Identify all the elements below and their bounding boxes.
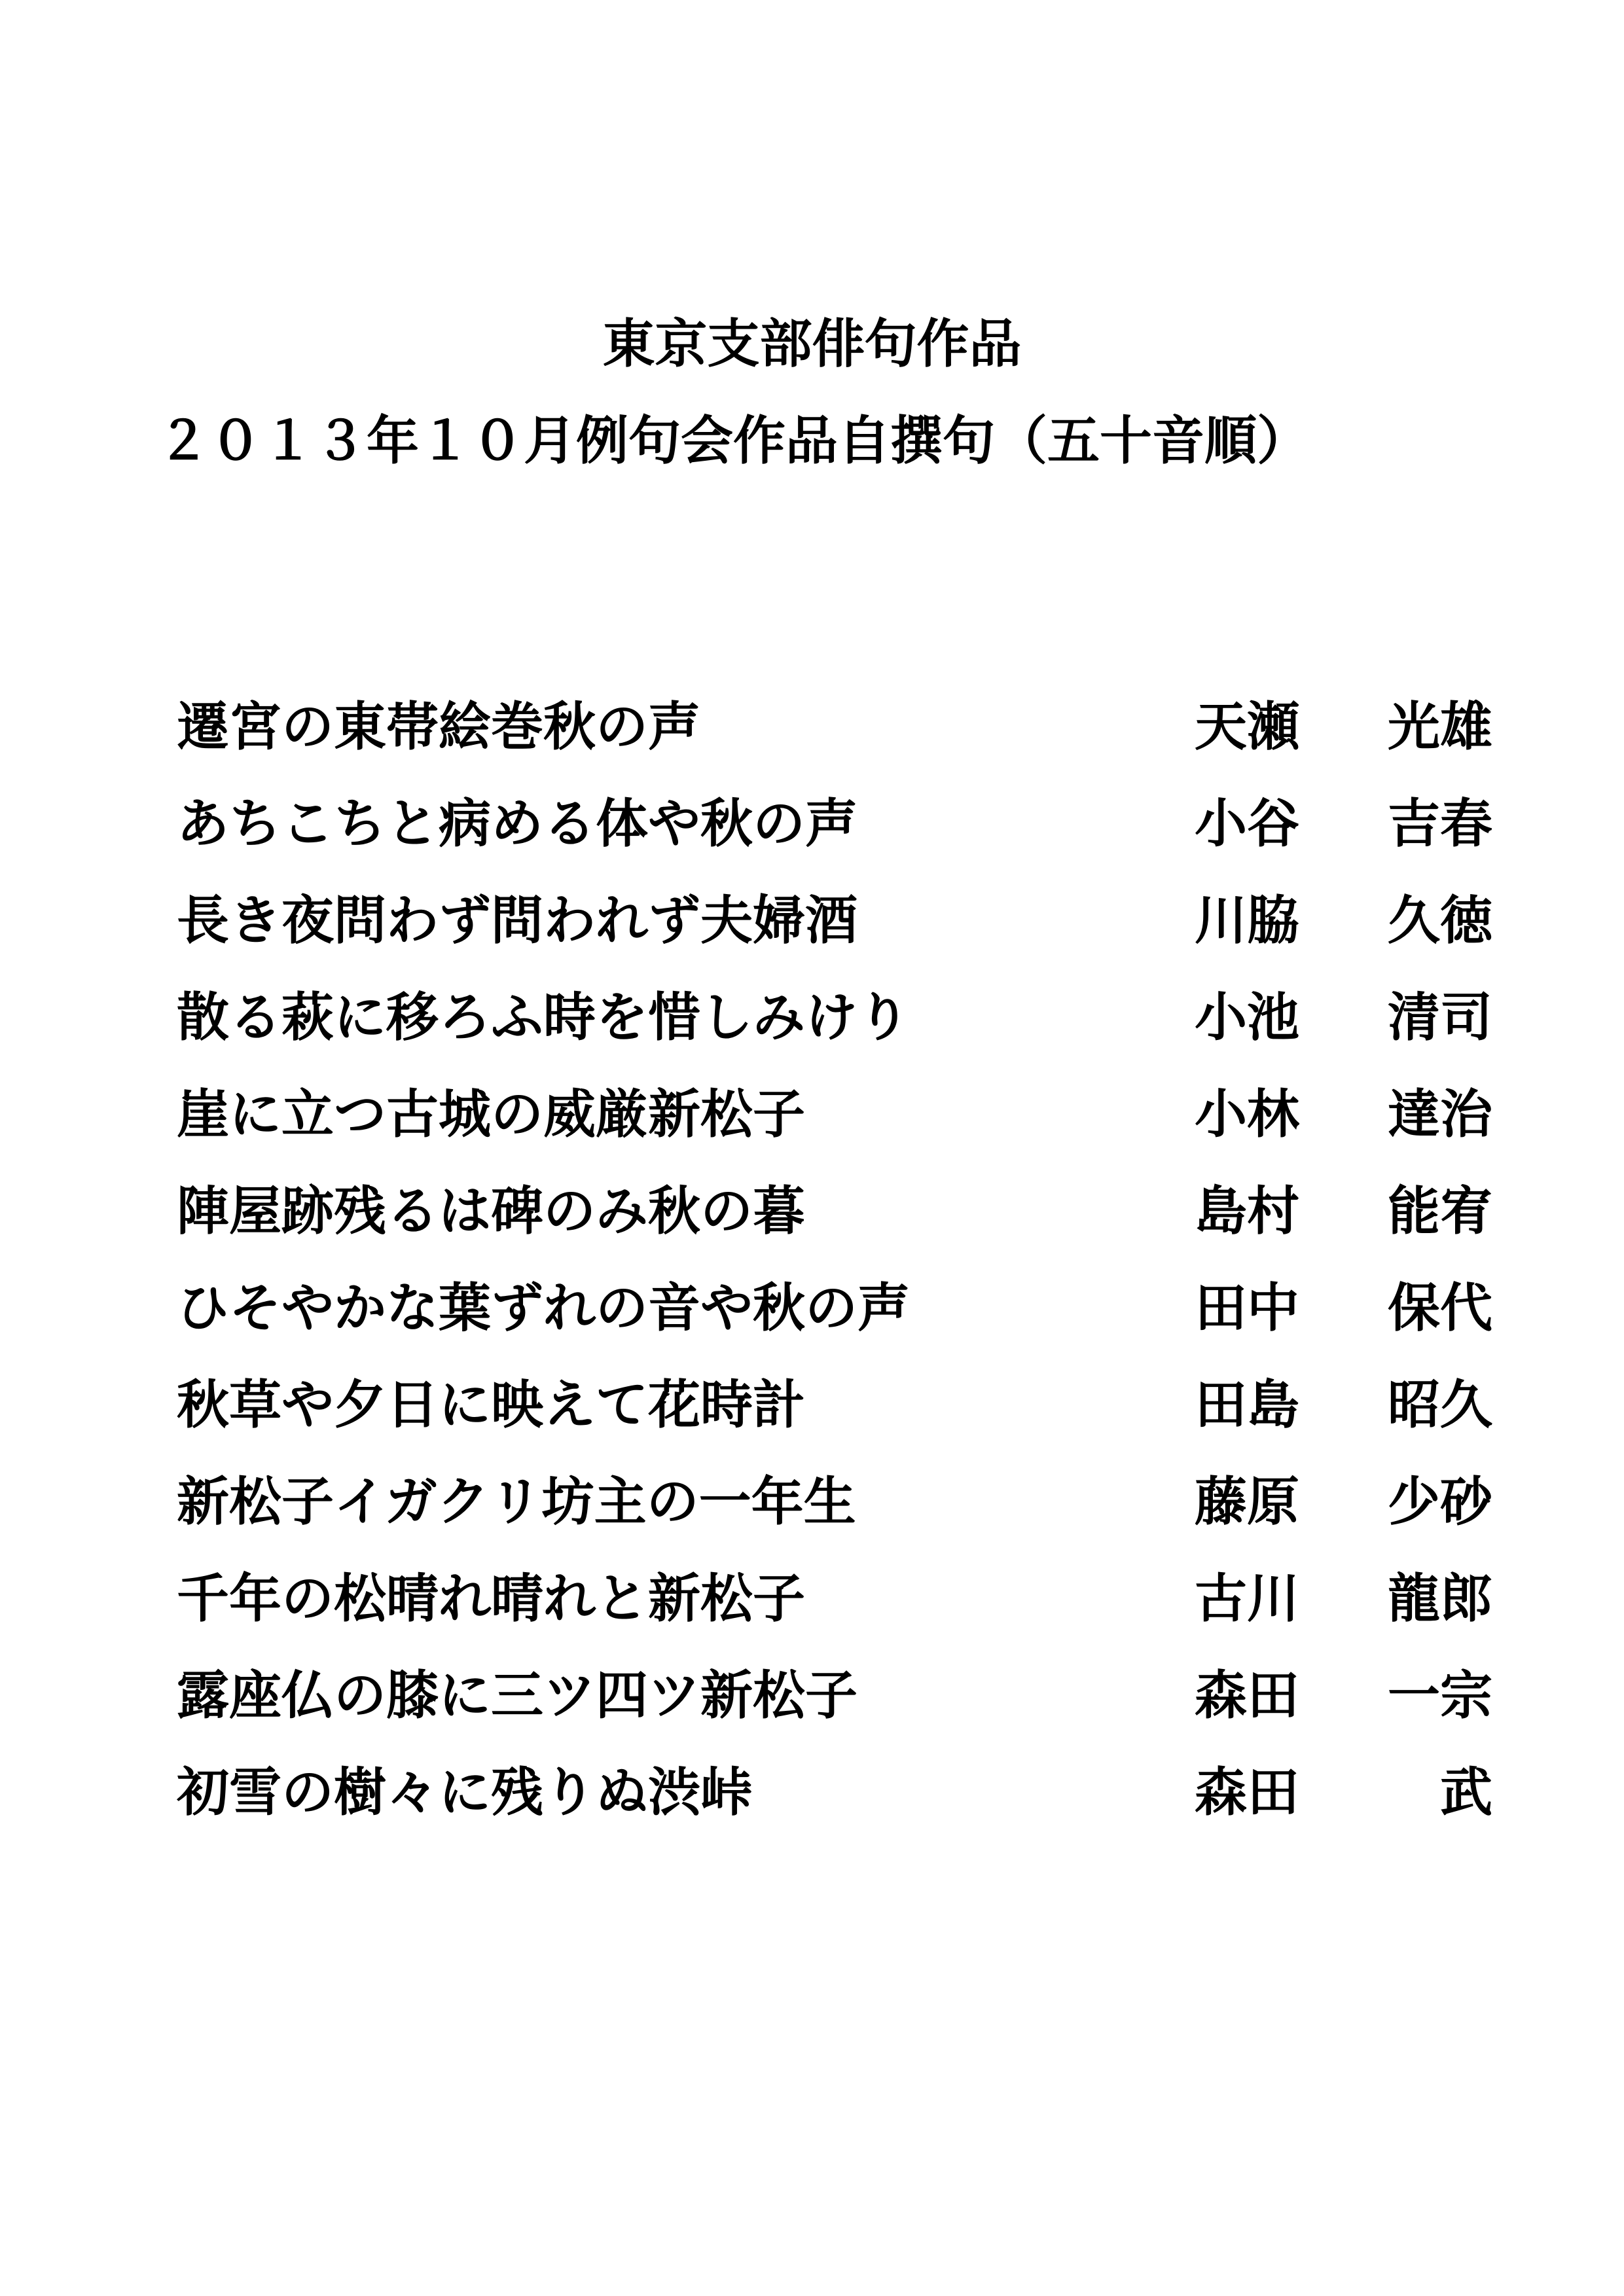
haiku-entry [177, 1659, 1492, 1756]
author-surname: 川脇 [1195, 889, 1299, 951]
haiku-text: 初雪の樹々に残りぬ渋峠 [177, 1761, 753, 1823]
haiku-text: 千年の松晴れ晴れと新松子 [177, 1568, 805, 1629]
haiku-text: 遷宮の東帯絵巻秋の声 [177, 696, 700, 757]
haiku-entry [177, 884, 1492, 981]
haiku-text: 散る萩に移ろふ時を惜しみけり [177, 986, 910, 1048]
author-given-name: 一宗 [1388, 1664, 1492, 1726]
author-surname: 森田 [1195, 1761, 1299, 1823]
author-surname: 田島 [1195, 1374, 1299, 1435]
author-surname: 島村 [1195, 1180, 1299, 1242]
haiku-entry [177, 1369, 1492, 1465]
haiku-entry [177, 787, 1492, 884]
haiku-text: 陣屋跡残るは碑のみ秋の暮 [177, 1180, 805, 1242]
author-surname: 藤原 [1195, 1471, 1299, 1532]
author-given-name: 達治 [1388, 1083, 1492, 1145]
author-given-name: 清司 [1388, 986, 1492, 1048]
author-surname: 森田 [1195, 1664, 1299, 1726]
author-surname: 小林 [1195, 1083, 1299, 1145]
author-given-name: 龍郎 [1388, 1568, 1492, 1629]
author-given-name: 光雄 [1388, 696, 1492, 757]
author-given-name: 保代 [1388, 1277, 1492, 1338]
author-given-name: 昭久 [1388, 1374, 1492, 1435]
author-surname: 古川 [1195, 1568, 1299, 1629]
haiku-entry [177, 1272, 1492, 1369]
author-given-name: 能宥 [1388, 1180, 1492, 1242]
author-surname: 小池 [1195, 986, 1299, 1048]
haiku-entry [177, 1756, 1492, 1853]
page-title: 東京支部俳句作品 [602, 313, 1022, 374]
haiku-text: あちこちと病める体や秋の声 [177, 793, 857, 854]
haiku-list [177, 691, 1492, 1853]
haiku-entry [177, 1562, 1492, 1659]
author-given-name: 吉春 [1388, 793, 1492, 854]
haiku-entry [177, 691, 1492, 787]
haiku-entry [177, 1175, 1492, 1272]
author-given-name: 武 [1440, 1761, 1492, 1823]
author-given-name: 少砂 [1388, 1471, 1492, 1532]
page-subtitle: ２０１３年１０月例句会作品自撰句（五十音順） [157, 410, 1309, 471]
haiku-text: ひそやかな葉ずれの音や秋の声 [177, 1277, 910, 1338]
haiku-entry [177, 1465, 1492, 1562]
haiku-entry [177, 1078, 1492, 1175]
author-surname: 天瀬 [1195, 696, 1299, 757]
haiku-text: 崖に立つ古城の威厳新松子 [177, 1083, 805, 1145]
haiku-text: 長き夜問わず問われず夫婦酒 [177, 889, 857, 951]
haiku-text: 露座仏の膝に三ツ四ツ新松子 [177, 1664, 857, 1726]
author-surname: 田中 [1195, 1277, 1299, 1338]
haiku-text: 新松子イガクリ坊主の一年生 [177, 1471, 856, 1532]
author-surname: 小谷 [1195, 793, 1299, 854]
haiku-text: 秋草や夕日に映えて花時計 [177, 1374, 805, 1435]
author-given-name: 久徳 [1388, 889, 1492, 951]
haiku-entry [177, 981, 1492, 1078]
